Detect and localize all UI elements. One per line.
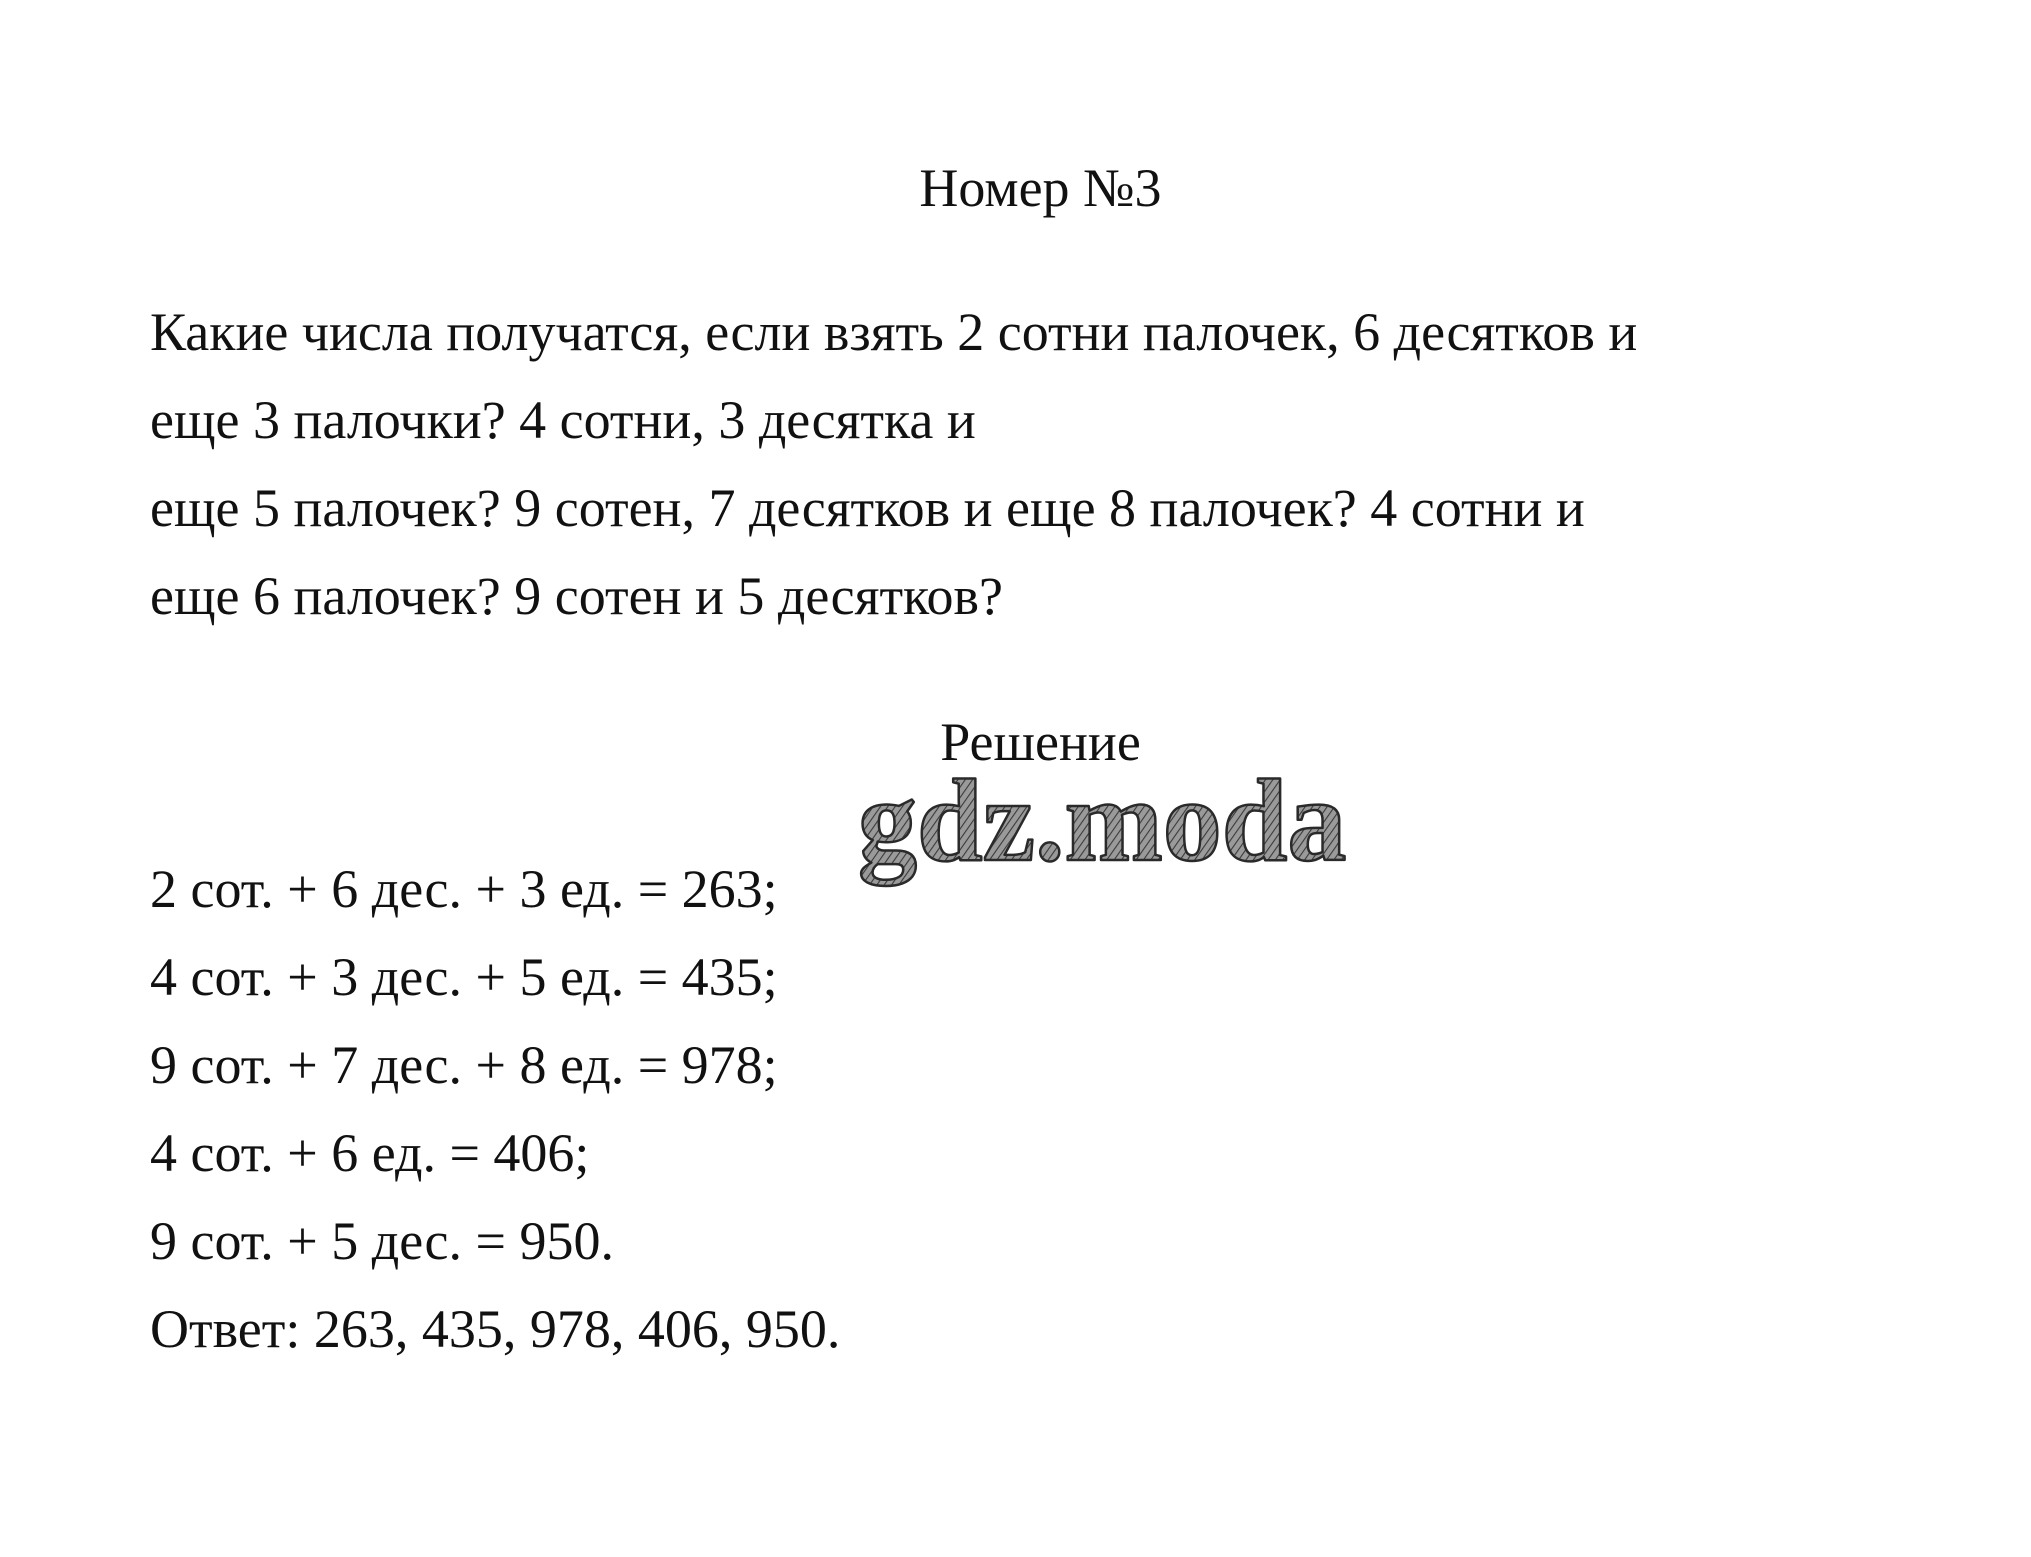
solution-line: 9 сот. + 7 дес. + 8 ед. = 978; bbox=[150, 1035, 778, 1095]
watermark-logo bbox=[850, 755, 1430, 895]
answer-line: Ответ: 263, 435, 978, 406, 950. bbox=[150, 1299, 841, 1359]
page-title: Номер №3 bbox=[919, 158, 1162, 218]
watermark-text: gdz.moda bbox=[858, 755, 1347, 886]
solution-line: 4 сот. + 3 дес. + 5 ед. = 435; bbox=[150, 947, 778, 1007]
solution-line: 4 сот. + 6 ед. = 406; bbox=[150, 1123, 590, 1183]
solution-block bbox=[150, 845, 1350, 1373]
problem-line: еще 5 палочек? 9 сотен, 7 десятков и еще 8 палочек? 4 сотни и bbox=[150, 478, 1585, 538]
problem-line: еще 3 палочки? 4 сотни, 3 десятка и bbox=[150, 390, 976, 450]
problem-line: еще 6 палочек? 9 сотен и 5 десятков? bbox=[150, 566, 1004, 626]
problem-statement bbox=[150, 288, 1870, 640]
solution-line: 9 сот. + 5 дес. = 950. bbox=[150, 1211, 614, 1271]
solution-heading: Решение bbox=[940, 712, 1141, 772]
solution-line: 2 сот. + 6 дес. + 3 ед. = 263; bbox=[150, 859, 778, 919]
problem-line: Какие числа получатся, если взять 2 сотни палочек, 6 десятков и bbox=[150, 302, 1638, 362]
